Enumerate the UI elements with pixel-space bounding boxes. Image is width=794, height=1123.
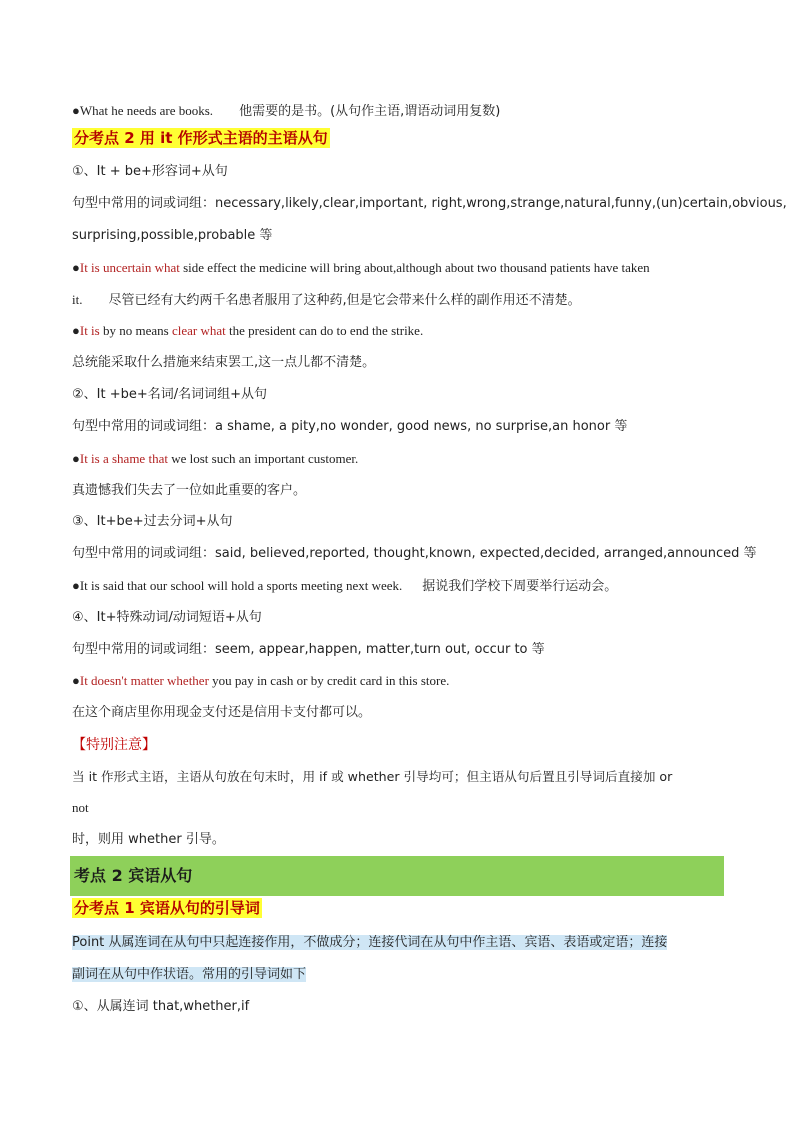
pattern-3-words: 句型中常用的词或词组：said, believed,reported, thought,known, expected,decided, arranged,announced 等 <box>72 546 757 561</box>
pattern-1-heading: ①、It + be+形容词+从句 <box>72 164 228 179</box>
special-note-line-3: 时，则用 whether 引导。 <box>72 832 225 847</box>
special-note-line-2: not <box>72 800 89 815</box>
pattern-4-heading: ④、It+特殊动词/动词短语+从句 <box>72 610 262 625</box>
subsection-title-2: 分考点 2 用 it 作形式主语的主语从句 <box>74 129 328 147</box>
conjunction-list-heading: ①、从属连词 that,whether,if <box>72 999 250 1014</box>
pattern-1-example-1: ●It is uncertain what side effect the medicine will bring about,although about two thousand patients have taken <box>72 260 650 275</box>
pattern-1-words-a: 句型中常用的词或词组：necessary,likely,clear,important, right,wrong,strange,natural,funny,(un)certain,obvious, <box>72 196 787 211</box>
special-note-title: 【特别注意】 <box>72 737 156 753</box>
pattern-2-words: 句型中常用的词或词组：a shame, a pity,no wonder, good news, no surprise,an honor 等 <box>72 419 628 434</box>
section-title-bar: 考点 2 宾语从句 <box>70 856 724 896</box>
subsection-title-1: 分考点 1 宾语从句的引导词 <box>74 899 260 917</box>
pattern-1-example-2: ●It is by no means clear what the president can do to end the strike. <box>72 323 424 338</box>
special-note-line-1: 当 it 作形式主语，主语从句放在句末时，用 if 或 whether 引导均可；但主语从句后置且引导词后直接加 or <box>72 769 673 784</box>
example-what-he-needs: ●What he needs are books. 他需要的是书。(从句作主语,谓语动词用复数) <box>72 103 501 119</box>
pattern-4-words: 句型中常用的词或词组：seem, appear,happen, matter,turn out, occur to 等 <box>72 642 545 657</box>
pattern-4-example-translation: 在这个商店里你用现金支付还是信用卡支付都可以。 <box>72 705 372 720</box>
pattern-1-example-2-translation: 总统能采取什么措施来结束罢工,这一点儿都不清楚。 <box>72 355 376 370</box>
pattern-3-heading: ③、It+be+过去分词+从句 <box>72 514 233 529</box>
point-line-1: Point 从属连词在从句中只起连接作用，不做成分；连接代词在从句中作主语、宾语、表语或定语；连接 <box>72 935 668 950</box>
pattern-2-heading: ②、It +be+名词/名词词组+从句 <box>72 387 268 402</box>
pattern-3-example: ●It is said that our school will hold a sports meeting next week. 据说我们学校下周要举行运动会。 <box>72 578 618 594</box>
pattern-2-example: ●It is a shame that we lost such an important customer. <box>72 451 359 466</box>
pattern-1-example-1-translation: it. 尽管已经有大约两千名患者服用了这种药,但是它会带来什么样的副作用还不清楚。 <box>72 292 581 308</box>
pattern-4-example: ●It doesn't matter whether you pay in cash or by credit card in this store. <box>72 673 450 688</box>
point-line-2: 副词在从句中作状语。常用的引导词如下 <box>72 967 307 982</box>
pattern-2-example-translation: 真遗憾我们失去了一位如此重要的客户。 <box>72 483 307 498</box>
pattern-1-words-b: surprising,possible,probable 等 <box>72 228 273 243</box>
